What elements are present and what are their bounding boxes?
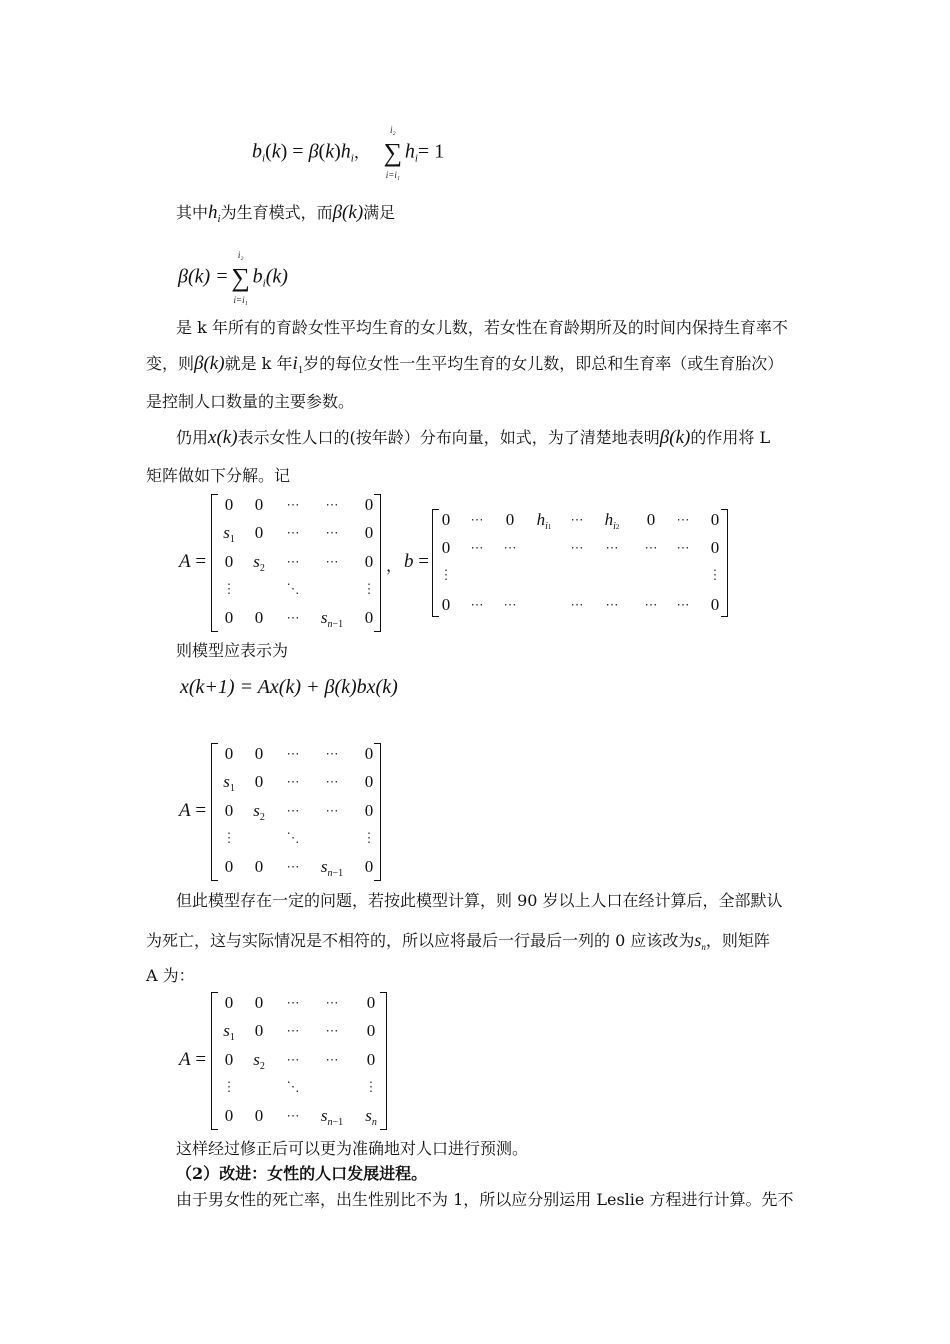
matrix-a-cell: 0 xyxy=(224,608,234,627)
paragraph-problem-line-2: 为死亡，这与实际情况是不相符的，所以应将最后一行最后一列的 0 应该改为$s_n$，则矩阵 xyxy=(146,930,770,952)
paragraph-line-2: 变，则β(k)就是 k 年$i_1$岁的每位女性一生平均生育的女儿数，即总和生育率（或生育胎次） xyxy=(146,353,784,376)
matrix-a2-cell: ⋯ xyxy=(286,746,300,761)
matrix-b-cell: ⋯ xyxy=(470,540,484,555)
matrix-separator: ， xyxy=(386,556,403,575)
matrix-a-cell: 0 xyxy=(254,495,264,514)
matrix-b-cell: 0 xyxy=(646,510,656,529)
matrix-a3-cell: 0 xyxy=(254,1106,264,1125)
paragraph-line-3: 是控制人口数量的主要参数。 xyxy=(146,392,355,411)
matrix-a2-cell: $s_{n-1}$ xyxy=(320,857,344,879)
matrix-b-cell: ⋯ xyxy=(644,597,658,612)
matrix-a2-cell: 0 xyxy=(224,857,234,876)
matrix-b-cell: 0 xyxy=(441,510,451,529)
matrix-b-cell: ⋯ xyxy=(676,597,690,612)
paragraph-leslie: 由于男女性的死亡率，出生性别比不为 1，所以应分别运用 Leslie 方程进行计算。先不 xyxy=(176,1190,794,1209)
matrix-a2-cell: ⋮ xyxy=(222,830,236,845)
matrix-a2 xyxy=(211,743,381,881)
matrix-a2-cell: 0 xyxy=(364,801,374,820)
matrix-a3-cell: $s_1$ xyxy=(223,1021,235,1043)
matrix-a-cell: 0 xyxy=(254,608,264,627)
matrix-b-cell: ⋯ xyxy=(676,540,690,555)
matrix-a3-cell: 0 xyxy=(224,1106,234,1125)
matrix-a-cell: ⋯ xyxy=(325,497,339,512)
matrix-a-cell: 0 xyxy=(224,552,234,571)
matrix-a3-cell: 0 xyxy=(366,1021,376,1040)
matrix-a2-cell: 0 xyxy=(224,801,234,820)
matrix-b-cell: ⋯ xyxy=(605,540,619,555)
matrix-a-cell: 0 xyxy=(224,495,234,514)
matrix-a3-cell: 0 xyxy=(224,993,234,1012)
matrix-b-cell: ⋯ xyxy=(644,540,658,555)
paragraph-decomposition-line-2: 矩阵做如下分解。记 xyxy=(146,466,291,485)
matrix-a-cell: ⋮ xyxy=(222,581,236,596)
matrix-b-cell: ⋮ xyxy=(439,567,453,582)
matrix-b-cell: 0 xyxy=(505,510,515,529)
matrix-b-cell: ⋯ xyxy=(570,540,584,555)
paragraph-conclusion: 这样经过修正后可以更为准确地对人口进行预测。 xyxy=(176,1139,529,1158)
matrix-a-cell: ⋮ xyxy=(362,581,376,596)
matrix-a2-cell: ⋮ xyxy=(362,830,376,845)
matrix-a2-label: A = xyxy=(179,800,207,821)
formula-beta-sum: β(k) = i₂ ∑ i=i₁ $b_i(k)$ xyxy=(178,250,288,305)
matrix-a2-cell: $s_1$ xyxy=(223,772,235,794)
matrix-b-cell: ⋯ xyxy=(570,597,584,612)
matrix-a3 xyxy=(211,992,387,1130)
matrix-a2-cell: 0 xyxy=(254,772,264,791)
matrix-b-cell: ⋯ xyxy=(503,540,517,555)
matrix-a-cell: ⋯ xyxy=(286,554,300,569)
matrix-a3-cell: ⋯ xyxy=(325,995,339,1010)
matrix-b-cell: ⋯ xyxy=(676,512,690,527)
paragraph-model: 则模型应表示为 xyxy=(176,641,289,660)
matrix-b-cell: ⋯ xyxy=(605,597,619,612)
matrix-b-cell: ⋯ xyxy=(503,597,517,612)
matrix-a-cell: 0 xyxy=(254,523,264,542)
matrix-a2-cell: ⋯ xyxy=(286,774,300,789)
matrix-a-cell: ⋯ xyxy=(325,525,339,540)
matrix-b-cell: 0 xyxy=(710,538,720,557)
matrix-a2-cell: $s_2$ xyxy=(253,801,265,823)
matrix-a-cell: ⋯ xyxy=(286,497,300,512)
matrix-b xyxy=(432,509,728,617)
matrix-b-cell: ⋯ xyxy=(470,597,484,612)
matrix-a3-cell: 0 xyxy=(224,1050,234,1069)
matrix-a3-cell: $s_n$ xyxy=(365,1106,377,1128)
matrix-a2-cell: ⋯ xyxy=(286,859,300,874)
matrix-a-cell: ⋯ xyxy=(325,554,339,569)
matrix-a3-label: A = xyxy=(179,1049,207,1070)
matrix-a3-cell: ⋯ xyxy=(286,995,300,1010)
matrix-a2-cell: ⋯ xyxy=(286,803,300,818)
matrix-b-cell: $h_{i1}$ xyxy=(536,510,552,532)
matrix-b-cell: ⋮ xyxy=(708,567,722,582)
matrix-a2-cell: ⋯ xyxy=(325,803,339,818)
matrix-b-cell: 0 xyxy=(710,510,720,529)
paragraph-line-1: 是 k 年所有的育龄女性平均生育的女儿数，若女性在育龄期所及的时间内保持生育率不 xyxy=(176,318,788,337)
matrix-a3-cell: ⋯ xyxy=(325,1023,339,1038)
matrix-a3-cell: ⋱ xyxy=(286,1079,300,1094)
matrix-a3-cell: ⋯ xyxy=(286,1023,300,1038)
matrix-a2-cell: ⋯ xyxy=(325,774,339,789)
matrix-a-label: A = xyxy=(179,551,207,572)
matrix-a-cell: $s_2$ xyxy=(253,552,265,574)
matrix-a2-cell: 0 xyxy=(364,744,374,763)
matrix-a2-cell: ⋯ xyxy=(325,746,339,761)
matrix-a2-cell: 0 xyxy=(364,857,374,876)
paragraph-problem-line-3: A 为： xyxy=(146,966,195,985)
paragraph-decomposition: 仍用x(k)表示女性人口的(按年龄）分布向量，如式，为了清楚地表明β(k)的作用将 L xyxy=(176,427,771,448)
matrix-a-cell: ⋱ xyxy=(286,581,300,596)
matrix-a-cell: ⋯ xyxy=(286,610,300,625)
matrix-a-cell: 0 xyxy=(364,552,374,571)
matrix-b-cell: ⋯ xyxy=(570,512,584,527)
matrix-a3-cell: $s_{n-1}$ xyxy=(320,1106,344,1128)
matrix-a3-cell: ⋯ xyxy=(286,1108,300,1123)
matrix-a-cell: $s_{n-1}$ xyxy=(320,608,344,630)
formula-fertility-split: $b_i(k) = \beta(k)h_i$， i₂ ∑ i=i₁ $h_i= 1$ xyxy=(252,125,445,180)
matrix-a3-cell: ⋯ xyxy=(286,1052,300,1067)
matrix-a3-cell: 0 xyxy=(254,993,264,1012)
matrix-a2-cell: 0 xyxy=(224,744,234,763)
matrix-b-cell: 0 xyxy=(441,595,451,614)
section-heading: （2）改进：女性的人口发展进程。 xyxy=(176,1164,428,1183)
matrix-a3-cell: $s_2$ xyxy=(253,1050,265,1072)
matrix-a xyxy=(211,494,381,632)
matrix-a-cell: 0 xyxy=(364,608,374,627)
matrix-a-cell: 0 xyxy=(364,495,374,514)
matrix-a3-cell: ⋯ xyxy=(325,1052,339,1067)
matrix-a3-cell: ⋮ xyxy=(222,1079,236,1094)
matrix-a3-cell: 0 xyxy=(254,1021,264,1040)
matrix-a2-cell: 0 xyxy=(364,772,374,791)
matrix-a-cell: ⋯ xyxy=(286,525,300,540)
matrix-a-cell: 0 xyxy=(364,523,374,542)
matrix-b-cell: $h_{i2}$ xyxy=(604,510,620,532)
matrix-b-cell: 0 xyxy=(441,538,451,557)
matrix-a2-cell: ⋱ xyxy=(286,830,300,845)
matrix-a3-cell: 0 xyxy=(366,993,376,1012)
matrix-b-label: b = xyxy=(404,551,429,572)
matrix-b-cell: ⋯ xyxy=(470,512,484,527)
paragraph-fertility-pattern: 其中$h_i$为生育模式，而β(k)满足 xyxy=(176,202,396,225)
matrix-b-cell: 0 xyxy=(710,595,720,614)
formula-model: x(k+1) = Ax(k) + β(k)bx(k) xyxy=(180,676,398,698)
matrix-a3-cell: ⋮ xyxy=(364,1079,378,1094)
matrix-a3-cell: 0 xyxy=(366,1050,376,1069)
matrix-a2-cell: 0 xyxy=(254,744,264,763)
matrix-a-cell: $s_1$ xyxy=(223,523,235,545)
paragraph-problem-line-1: 但此模型存在一定的问题，若按此模型计算，则 90 岁以上人口在经计算后，全部默认 xyxy=(176,891,783,910)
matrix-a2-cell: 0 xyxy=(254,857,264,876)
